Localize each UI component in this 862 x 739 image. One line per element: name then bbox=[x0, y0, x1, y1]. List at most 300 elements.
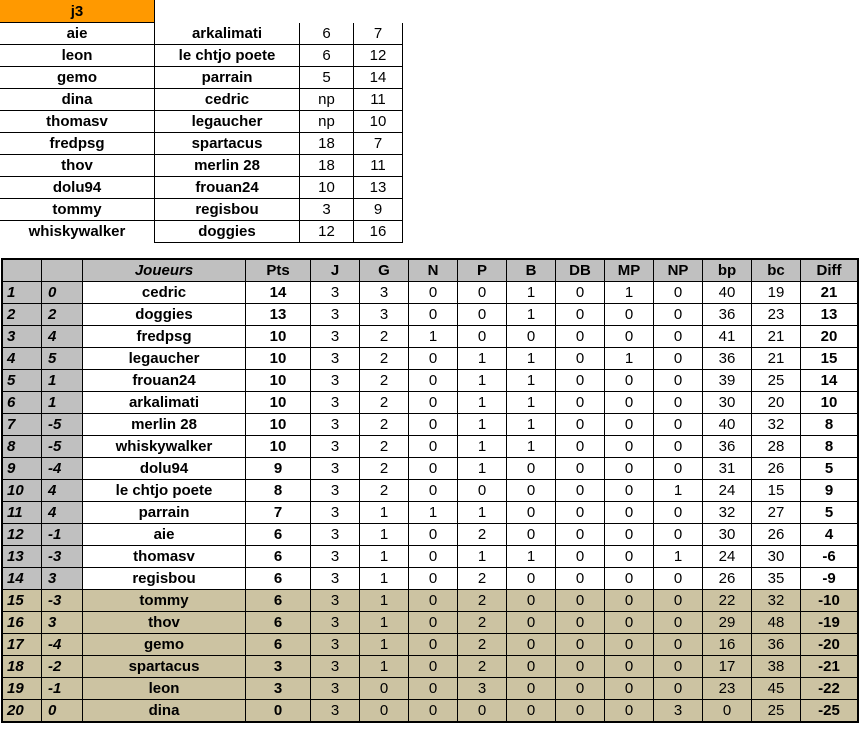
mp-cell: 0 bbox=[605, 436, 654, 458]
player-name-cell: fredpsg bbox=[83, 326, 246, 348]
points-cell: 10 bbox=[246, 348, 311, 370]
lost-cell: 2 bbox=[458, 590, 507, 612]
np-cell: 0 bbox=[654, 656, 703, 678]
header-won: G bbox=[360, 259, 409, 282]
rank-cell: 9 bbox=[2, 458, 42, 480]
difference-cell: -19 bbox=[801, 612, 859, 634]
player-name-cell: cedric bbox=[83, 282, 246, 304]
lost-cell: 2 bbox=[458, 524, 507, 546]
bonus-cell: 1 bbox=[507, 546, 556, 568]
rank-cell: 12 bbox=[2, 524, 42, 546]
away-player: legaucher bbox=[155, 111, 300, 133]
points-against-cell: 48 bbox=[752, 612, 801, 634]
standings-row bbox=[2, 612, 858, 634]
difference-cell: -22 bbox=[801, 678, 859, 700]
rank-cell: 6 bbox=[2, 392, 42, 414]
drawn-cell: 0 bbox=[409, 546, 458, 568]
np-cell: 0 bbox=[654, 524, 703, 546]
standings-row bbox=[2, 348, 858, 370]
points-for-cell: 23 bbox=[703, 678, 752, 700]
drawn-cell: 0 bbox=[409, 436, 458, 458]
won-cell: 1 bbox=[360, 568, 409, 590]
player-name-cell: leon bbox=[83, 678, 246, 700]
player-name-cell: merlin 28 bbox=[83, 414, 246, 436]
rank-cell: 3 bbox=[2, 326, 42, 348]
drawn-cell: 1 bbox=[409, 326, 458, 348]
points-cell: 6 bbox=[246, 634, 311, 656]
won-cell: 1 bbox=[360, 546, 409, 568]
rank-cell: 11 bbox=[2, 502, 42, 524]
won-cell: 2 bbox=[360, 392, 409, 414]
movement-cell: 0 bbox=[42, 700, 83, 723]
home-score: 18 bbox=[300, 155, 354, 177]
drawn-cell: 0 bbox=[409, 656, 458, 678]
header-points-against: bc bbox=[752, 259, 801, 282]
won-cell: 0 bbox=[360, 678, 409, 700]
points-cell: 6 bbox=[246, 546, 311, 568]
points-against-cell: 28 bbox=[752, 436, 801, 458]
player-name-cell: parrain bbox=[83, 502, 246, 524]
header-drawn: N bbox=[409, 259, 458, 282]
difference-cell: -25 bbox=[801, 700, 859, 723]
difference-cell: -21 bbox=[801, 656, 859, 678]
standings-row bbox=[2, 546, 858, 568]
difference-cell: -9 bbox=[801, 568, 859, 590]
won-cell: 2 bbox=[360, 458, 409, 480]
points-for-cell: 16 bbox=[703, 634, 752, 656]
points-against-cell: 21 bbox=[752, 348, 801, 370]
bonus-cell: 0 bbox=[507, 502, 556, 524]
standings-row bbox=[2, 700, 858, 723]
difference-cell: 15 bbox=[801, 348, 859, 370]
points-for-cell: 40 bbox=[703, 414, 752, 436]
header-np: NP bbox=[654, 259, 703, 282]
played-cell: 3 bbox=[311, 656, 360, 678]
drawn-cell: 0 bbox=[409, 678, 458, 700]
points-against-cell: 32 bbox=[752, 414, 801, 436]
standings-row bbox=[2, 634, 858, 656]
points-for-cell: 32 bbox=[703, 502, 752, 524]
home-score: np bbox=[300, 111, 354, 133]
match-row bbox=[0, 23, 403, 45]
np-cell: 0 bbox=[654, 414, 703, 436]
points-cell: 10 bbox=[246, 370, 311, 392]
movement-cell: 3 bbox=[42, 612, 83, 634]
away-player: le chtjo poete bbox=[155, 45, 300, 67]
difference-cell: 21 bbox=[801, 282, 859, 304]
home-score: 18 bbox=[300, 133, 354, 155]
points-against-cell: 45 bbox=[752, 678, 801, 700]
match-row bbox=[0, 133, 403, 155]
standings-row bbox=[2, 370, 858, 392]
played-cell: 3 bbox=[311, 458, 360, 480]
standings-row bbox=[2, 480, 858, 502]
movement-cell: 4 bbox=[42, 502, 83, 524]
rank-cell: 5 bbox=[2, 370, 42, 392]
bonus-cell: 1 bbox=[507, 370, 556, 392]
np-cell: 3 bbox=[654, 700, 703, 723]
lost-cell: 0 bbox=[458, 700, 507, 723]
points-for-cell: 41 bbox=[703, 326, 752, 348]
movement-cell: -1 bbox=[42, 524, 83, 546]
np-cell: 1 bbox=[654, 546, 703, 568]
points-cell: 6 bbox=[246, 524, 311, 546]
header-def-bonus: DB bbox=[556, 259, 605, 282]
player-name-cell: dolu94 bbox=[83, 458, 246, 480]
def-bonus-cell: 0 bbox=[556, 678, 605, 700]
away-score: 9 bbox=[354, 199, 403, 221]
lost-cell: 2 bbox=[458, 612, 507, 634]
np-cell: 0 bbox=[654, 392, 703, 414]
standings-row bbox=[2, 502, 858, 524]
bonus-cell: 1 bbox=[507, 348, 556, 370]
away-score: 14 bbox=[354, 67, 403, 89]
played-cell: 3 bbox=[311, 282, 360, 304]
won-cell: 2 bbox=[360, 348, 409, 370]
points-against-cell: 25 bbox=[752, 370, 801, 392]
difference-cell: 4 bbox=[801, 524, 859, 546]
def-bonus-cell: 0 bbox=[556, 480, 605, 502]
rank-cell: 16 bbox=[2, 612, 42, 634]
player-name-cell: doggies bbox=[83, 304, 246, 326]
bonus-cell: 1 bbox=[507, 304, 556, 326]
bonus-cell: 0 bbox=[507, 612, 556, 634]
won-cell: 1 bbox=[360, 590, 409, 612]
standings-row bbox=[2, 414, 858, 436]
away-player: arkalimati bbox=[155, 23, 300, 45]
points-against-cell: 26 bbox=[752, 458, 801, 480]
match-row bbox=[0, 177, 403, 199]
def-bonus-cell: 0 bbox=[556, 568, 605, 590]
played-cell: 3 bbox=[311, 678, 360, 700]
away-player: cedric bbox=[155, 89, 300, 111]
home-player: aie bbox=[0, 23, 155, 45]
played-cell: 3 bbox=[311, 326, 360, 348]
drawn-cell: 0 bbox=[409, 414, 458, 436]
standings-row bbox=[2, 678, 858, 700]
played-cell: 3 bbox=[311, 392, 360, 414]
home-player: tommy bbox=[0, 199, 155, 221]
points-for-cell: 36 bbox=[703, 304, 752, 326]
def-bonus-cell: 0 bbox=[556, 502, 605, 524]
bonus-cell: 1 bbox=[507, 392, 556, 414]
rank-cell: 10 bbox=[2, 480, 42, 502]
header-points-for: bp bbox=[703, 259, 752, 282]
match-results-table bbox=[0, 0, 403, 243]
points-cell: 13 bbox=[246, 304, 311, 326]
standings-table bbox=[1, 258, 859, 723]
movement-cell: -3 bbox=[42, 546, 83, 568]
home-player: dolu94 bbox=[0, 177, 155, 199]
movement-cell: 1 bbox=[42, 370, 83, 392]
bonus-cell: 0 bbox=[507, 634, 556, 656]
won-cell: 3 bbox=[360, 282, 409, 304]
played-cell: 3 bbox=[311, 546, 360, 568]
match-row bbox=[0, 155, 403, 177]
mp-cell: 0 bbox=[605, 502, 654, 524]
bonus-cell: 0 bbox=[507, 568, 556, 590]
home-player: leon bbox=[0, 45, 155, 67]
played-cell: 3 bbox=[311, 436, 360, 458]
np-cell: 0 bbox=[654, 304, 703, 326]
won-cell: 2 bbox=[360, 326, 409, 348]
mp-cell: 0 bbox=[605, 480, 654, 502]
header-lost: P bbox=[458, 259, 507, 282]
away-score: 13 bbox=[354, 177, 403, 199]
movement-cell: -2 bbox=[42, 656, 83, 678]
away-score: 11 bbox=[354, 155, 403, 177]
won-cell: 2 bbox=[360, 436, 409, 458]
lost-cell: 1 bbox=[458, 348, 507, 370]
points-for-cell: 29 bbox=[703, 612, 752, 634]
standings-row bbox=[2, 656, 858, 678]
np-cell: 0 bbox=[654, 436, 703, 458]
header-bonus: B bbox=[507, 259, 556, 282]
points-cell: 6 bbox=[246, 612, 311, 634]
points-against-cell: 26 bbox=[752, 524, 801, 546]
def-bonus-cell: 0 bbox=[556, 546, 605, 568]
points-for-cell: 30 bbox=[703, 524, 752, 546]
points-cell: 10 bbox=[246, 436, 311, 458]
bonus-cell: 0 bbox=[507, 700, 556, 723]
rank-cell: 17 bbox=[2, 634, 42, 656]
def-bonus-cell: 0 bbox=[556, 458, 605, 480]
won-cell: 2 bbox=[360, 480, 409, 502]
rank-cell: 8 bbox=[2, 436, 42, 458]
drawn-cell: 0 bbox=[409, 480, 458, 502]
away-player: merlin 28 bbox=[155, 155, 300, 177]
drawn-cell: 0 bbox=[409, 304, 458, 326]
points-for-cell: 17 bbox=[703, 656, 752, 678]
rank-cell: 13 bbox=[2, 546, 42, 568]
points-for-cell: 24 bbox=[703, 480, 752, 502]
mp-cell: 0 bbox=[605, 304, 654, 326]
np-cell: 0 bbox=[654, 612, 703, 634]
header-mp: MP bbox=[605, 259, 654, 282]
rank-cell: 19 bbox=[2, 678, 42, 700]
home-player: dina bbox=[0, 89, 155, 111]
standings-row bbox=[2, 524, 858, 546]
drawn-cell: 1 bbox=[409, 502, 458, 524]
played-cell: 3 bbox=[311, 700, 360, 723]
rank-cell: 7 bbox=[2, 414, 42, 436]
standings-row bbox=[2, 392, 858, 414]
mp-cell: 0 bbox=[605, 370, 654, 392]
played-cell: 3 bbox=[311, 590, 360, 612]
movement-cell: 2 bbox=[42, 304, 83, 326]
mp-cell: 1 bbox=[605, 348, 654, 370]
drawn-cell: 0 bbox=[409, 370, 458, 392]
points-for-cell: 36 bbox=[703, 348, 752, 370]
rank-cell: 14 bbox=[2, 568, 42, 590]
home-score: 12 bbox=[300, 221, 354, 243]
player-name-cell: thov bbox=[83, 612, 246, 634]
rank-cell: 20 bbox=[2, 700, 42, 723]
drawn-cell: 0 bbox=[409, 392, 458, 414]
difference-cell: 5 bbox=[801, 458, 859, 480]
mp-cell: 0 bbox=[605, 678, 654, 700]
difference-cell: 8 bbox=[801, 414, 859, 436]
points-for-cell: 0 bbox=[703, 700, 752, 723]
points-for-cell: 36 bbox=[703, 436, 752, 458]
player-name-cell: aie bbox=[83, 524, 246, 546]
points-against-cell: 15 bbox=[752, 480, 801, 502]
movement-cell: -4 bbox=[42, 634, 83, 656]
drawn-cell: 0 bbox=[409, 700, 458, 723]
def-bonus-cell: 0 bbox=[556, 348, 605, 370]
match-row bbox=[0, 45, 403, 67]
away-score: 10 bbox=[354, 111, 403, 133]
mp-cell: 0 bbox=[605, 546, 654, 568]
def-bonus-cell: 0 bbox=[556, 282, 605, 304]
mp-cell: 1 bbox=[605, 282, 654, 304]
won-cell: 2 bbox=[360, 370, 409, 392]
won-cell: 1 bbox=[360, 524, 409, 546]
points-against-cell: 35 bbox=[752, 568, 801, 590]
away-score: 7 bbox=[354, 133, 403, 155]
difference-cell: 10 bbox=[801, 392, 859, 414]
def-bonus-cell: 0 bbox=[556, 436, 605, 458]
points-against-cell: 38 bbox=[752, 656, 801, 678]
rank-cell: 2 bbox=[2, 304, 42, 326]
home-score: 6 bbox=[300, 45, 354, 67]
lost-cell: 1 bbox=[458, 370, 507, 392]
home-player: thov bbox=[0, 155, 155, 177]
points-cell: 7 bbox=[246, 502, 311, 524]
played-cell: 3 bbox=[311, 502, 360, 524]
lost-cell: 0 bbox=[458, 304, 507, 326]
points-for-cell: 31 bbox=[703, 458, 752, 480]
drawn-cell: 0 bbox=[409, 348, 458, 370]
match-row bbox=[0, 111, 403, 133]
standings-row bbox=[2, 568, 858, 590]
header-played: J bbox=[311, 259, 360, 282]
player-name-cell: spartacus bbox=[83, 656, 246, 678]
np-cell: 0 bbox=[654, 370, 703, 392]
np-cell: 0 bbox=[654, 502, 703, 524]
mp-cell: 0 bbox=[605, 656, 654, 678]
points-cell: 3 bbox=[246, 656, 311, 678]
lost-cell: 1 bbox=[458, 414, 507, 436]
matchday-title: j3 bbox=[0, 0, 155, 23]
drawn-cell: 0 bbox=[409, 458, 458, 480]
lost-cell: 3 bbox=[458, 678, 507, 700]
player-name-cell: tommy bbox=[83, 590, 246, 612]
points-cell: 8 bbox=[246, 480, 311, 502]
away-player: frouan24 bbox=[155, 177, 300, 199]
away-score: 16 bbox=[354, 221, 403, 243]
def-bonus-cell: 0 bbox=[556, 392, 605, 414]
standings-row bbox=[2, 590, 858, 612]
home-score: 10 bbox=[300, 177, 354, 199]
won-cell: 1 bbox=[360, 502, 409, 524]
rank-cell: 1 bbox=[2, 282, 42, 304]
points-cell: 6 bbox=[246, 568, 311, 590]
points-cell: 14 bbox=[246, 282, 311, 304]
bonus-cell: 0 bbox=[507, 480, 556, 502]
rank-cell: 15 bbox=[2, 590, 42, 612]
won-cell: 1 bbox=[360, 656, 409, 678]
points-against-cell: 19 bbox=[752, 282, 801, 304]
player-name-cell: le chtjo poete bbox=[83, 480, 246, 502]
won-cell: 0 bbox=[360, 700, 409, 723]
movement-cell: 0 bbox=[42, 282, 83, 304]
points-against-cell: 25 bbox=[752, 700, 801, 723]
played-cell: 3 bbox=[311, 414, 360, 436]
movement-cell: -5 bbox=[42, 436, 83, 458]
points-cell: 0 bbox=[246, 700, 311, 723]
difference-cell: 20 bbox=[801, 326, 859, 348]
bonus-cell: 0 bbox=[507, 678, 556, 700]
def-bonus-cell: 0 bbox=[556, 524, 605, 546]
def-bonus-cell: 0 bbox=[556, 590, 605, 612]
played-cell: 3 bbox=[311, 348, 360, 370]
points-against-cell: 21 bbox=[752, 326, 801, 348]
player-name-cell: legaucher bbox=[83, 348, 246, 370]
home-player: whiskywalker bbox=[0, 221, 155, 243]
bonus-cell: 0 bbox=[507, 524, 556, 546]
lost-cell: 0 bbox=[458, 326, 507, 348]
mp-cell: 0 bbox=[605, 524, 654, 546]
np-cell: 0 bbox=[654, 326, 703, 348]
match-row bbox=[0, 67, 403, 89]
match-row bbox=[0, 221, 403, 243]
lost-cell: 1 bbox=[458, 502, 507, 524]
points-for-cell: 30 bbox=[703, 392, 752, 414]
played-cell: 3 bbox=[311, 568, 360, 590]
match-row bbox=[0, 199, 403, 221]
mp-cell: 0 bbox=[605, 700, 654, 723]
points-for-cell: 24 bbox=[703, 546, 752, 568]
rank-cell: 4 bbox=[2, 348, 42, 370]
np-cell: 0 bbox=[654, 348, 703, 370]
points-against-cell: 27 bbox=[752, 502, 801, 524]
bonus-cell: 0 bbox=[507, 458, 556, 480]
played-cell: 3 bbox=[311, 524, 360, 546]
away-score: 12 bbox=[354, 45, 403, 67]
home-score: np bbox=[300, 89, 354, 111]
points-for-cell: 22 bbox=[703, 590, 752, 612]
np-cell: 0 bbox=[654, 282, 703, 304]
played-cell: 3 bbox=[311, 370, 360, 392]
np-cell: 0 bbox=[654, 458, 703, 480]
won-cell: 3 bbox=[360, 304, 409, 326]
difference-cell: 13 bbox=[801, 304, 859, 326]
header-movement bbox=[42, 259, 83, 282]
drawn-cell: 0 bbox=[409, 282, 458, 304]
movement-cell: -1 bbox=[42, 678, 83, 700]
header-points: Pts bbox=[246, 259, 311, 282]
header-difference: Diff bbox=[801, 259, 859, 282]
points-against-cell: 23 bbox=[752, 304, 801, 326]
drawn-cell: 0 bbox=[409, 590, 458, 612]
drawn-cell: 0 bbox=[409, 612, 458, 634]
movement-cell: -5 bbox=[42, 414, 83, 436]
points-cell: 6 bbox=[246, 590, 311, 612]
difference-cell: -20 bbox=[801, 634, 859, 656]
bonus-cell: 0 bbox=[507, 656, 556, 678]
home-score: 6 bbox=[300, 23, 354, 45]
difference-cell: -6 bbox=[801, 546, 859, 568]
points-cell: 9 bbox=[246, 458, 311, 480]
np-cell: 0 bbox=[654, 568, 703, 590]
match-title-row bbox=[0, 0, 403, 23]
difference-cell: 14 bbox=[801, 370, 859, 392]
mp-cell: 0 bbox=[605, 612, 654, 634]
drawn-cell: 0 bbox=[409, 568, 458, 590]
lost-cell: 1 bbox=[458, 392, 507, 414]
standings-row bbox=[2, 282, 858, 304]
